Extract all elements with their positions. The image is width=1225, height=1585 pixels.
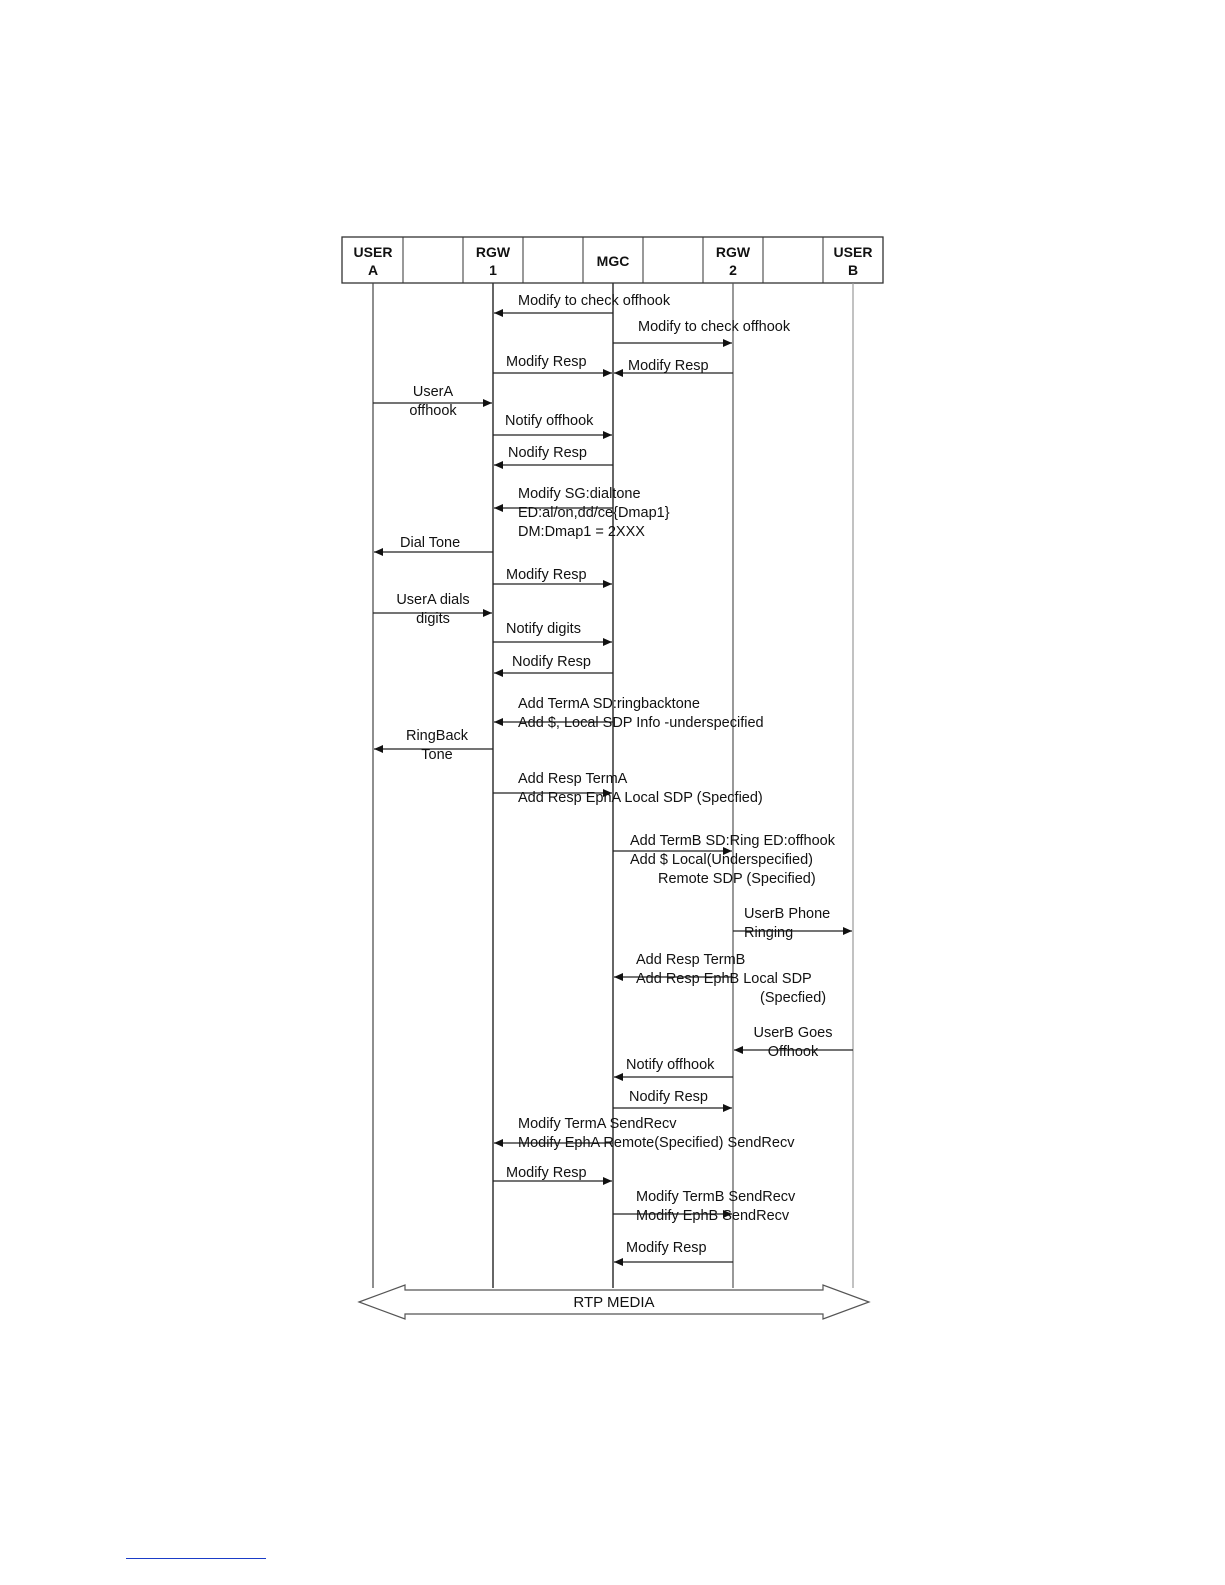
message-label: UserA dials (396, 592, 470, 608)
message-label: Notify offhook (626, 1057, 715, 1073)
message-label: Modify TermA SendRecv (518, 1116, 677, 1132)
message (734, 1025, 853, 1060)
message-label: UserB Goes (753, 1025, 833, 1041)
message-label: Add Resp EphB Local SDP (636, 971, 812, 987)
message-label: Modify EphB SendRecv (636, 1208, 790, 1224)
participant-user-b-sublabel: B (847, 262, 859, 278)
participant-mgc-label: MGC (596, 253, 630, 269)
message-label: Add Resp TermA (518, 771, 628, 787)
participant-rgw1-sublabel: 1 (489, 262, 497, 278)
message (614, 1240, 733, 1262)
message-label: Nodify Resp (512, 654, 591, 670)
message-label: DM:Dmap1 = 2XXX (518, 524, 645, 540)
footnote-separator (126, 1558, 266, 1559)
message (494, 1116, 795, 1151)
message (613, 1189, 796, 1224)
message-label: Remote SDP (Specified) (658, 871, 816, 887)
message-label: Add Resp EphA Local SDP (Specfied) (518, 790, 763, 806)
message-label: Modify to check offhook (638, 319, 791, 335)
message (494, 696, 764, 731)
message-label: (Specfied) (760, 990, 827, 1006)
message-label: Modify TermB SendRecv (636, 1189, 796, 1205)
message (613, 833, 836, 887)
message-label: Modify SG:dialtone (518, 486, 641, 502)
message-label: ED:al/on,dd/ce{Dmap1} (518, 505, 670, 521)
message (493, 771, 763, 806)
message-label: Modify EphA Remote(Specified) SendRecv (518, 1135, 795, 1151)
message (493, 567, 612, 584)
message-label: Modify to check offhook (518, 293, 671, 309)
message-label: Dial Tone (400, 535, 461, 551)
message (493, 1165, 612, 1181)
participant-user-b-label: USER (833, 244, 873, 260)
message-label: Offhook (767, 1044, 819, 1060)
participant-header (342, 237, 883, 283)
message (494, 654, 613, 673)
message-label: UserA (412, 384, 454, 400)
message (614, 358, 733, 374)
message (373, 384, 492, 419)
message (614, 1057, 733, 1077)
message (374, 535, 493, 552)
message-label: digits (416, 611, 450, 627)
participant-rgw2-label: RGW (715, 244, 751, 260)
participant-rgw1-label: RGW (475, 244, 511, 260)
message-label: Add TermB SD:Ring ED:offhook (630, 833, 835, 849)
message-label: Notify offhook (505, 413, 594, 429)
message-label: Notify digits (506, 621, 581, 637)
message (373, 592, 492, 627)
message (494, 445, 613, 465)
message (493, 354, 612, 373)
message-label: Nodify Resp (629, 1089, 708, 1105)
rtp-media-band (359, 1285, 869, 1319)
participant-rgw2-sublabel: 2 (729, 262, 737, 278)
message-label: Add Resp TermB (636, 952, 746, 968)
message-label: Add $ Local(Underspecified) (630, 852, 813, 868)
message-label: Modify Resp (506, 354, 587, 370)
message (613, 1089, 732, 1108)
participant-user-a-sublabel: A (367, 262, 379, 278)
message (494, 486, 670, 540)
rtp-media-label: RTP MEDIA (573, 1294, 655, 1311)
message (374, 728, 493, 763)
message (613, 319, 791, 343)
message-label: RingBack (405, 728, 469, 744)
message (614, 952, 826, 1006)
participant-user-a-label: USER (353, 244, 393, 260)
message-label: Modify Resp (628, 358, 709, 374)
message-label: offhook (409, 403, 457, 419)
message (493, 621, 612, 642)
message-label: Nodify Resp (508, 445, 587, 461)
message (733, 906, 852, 941)
message-label: Add TermA SD:ringbacktone (518, 696, 700, 712)
message-label: Modify Resp (506, 567, 587, 583)
message-label: Modify Resp (626, 1240, 707, 1256)
message (494, 293, 671, 313)
message-label: UserB Phone (744, 906, 831, 922)
message-label: Tone (421, 747, 453, 763)
message (493, 413, 612, 435)
message-label: Modify Resp (506, 1165, 587, 1181)
message-label: Add $, Local SDP Info -underspecified (518, 715, 764, 731)
message-label: Ringing (744, 925, 794, 941)
